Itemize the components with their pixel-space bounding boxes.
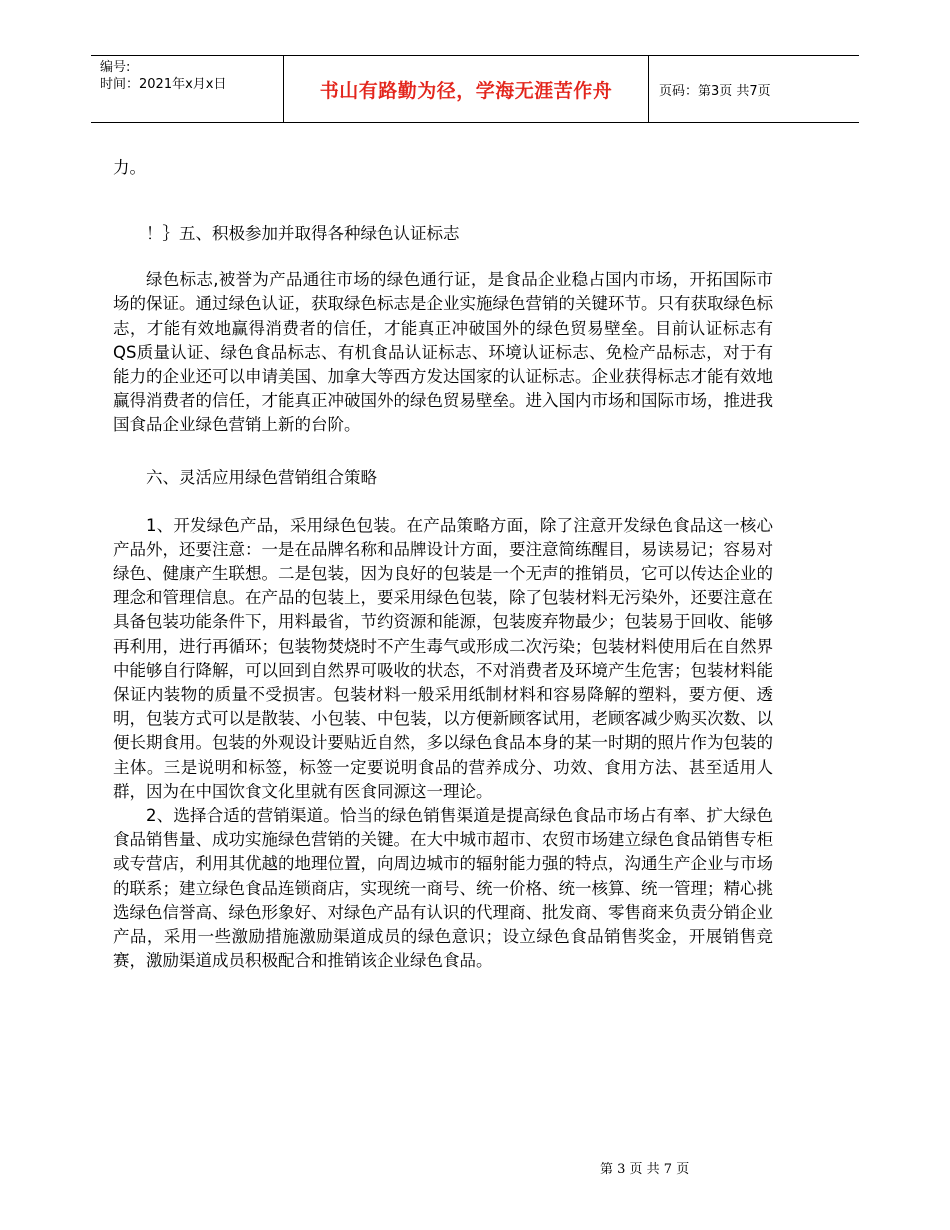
document-time-label: 时间：2021年x月x日 bbox=[100, 77, 227, 92]
section-heading-6: 六、灵活应用绿色营销组合策略 bbox=[146, 467, 377, 487]
page-header bbox=[91, 55, 859, 123]
document-number-label: 编号: bbox=[100, 60, 131, 75]
paragraph-marketing-channel: 2、选择合适的营销渠道。恰当的绿色销售渠道是提高绿色食品市场占有率、扩大绿色食品销售量、成功实施绿色营销的关键。在大中城市超市、农贸市场建立绿色食品销售专柜或专营店，利用其优越的地理位置，向周边城市的辐射能力强的特点，沟通生产企业与市场的联系；建立绿色食品连锁商店，实现统一商号、统一价格、统一核算、统一管理；精心挑选绿色信誉高、绿色形象好、对绿色产品有认识的代理商、批发商、零售商来负责分销企业产品，采用一些激励措施激励渠道成员的绿色意识；设立绿色食品销售奖金，开展销售竞赛，激励渠道成员积极配合和推销该企业绿色食品。 bbox=[113, 806, 773, 971]
section-heading-5: ！｝五、积极参加并取得各种绿色认证标志 bbox=[146, 224, 460, 244]
header-page-info: 页码：第3页 共7页 bbox=[659, 83, 771, 99]
header-meta bbox=[91, 56, 284, 122]
document-body bbox=[113, 156, 773, 973]
page-footer: 第 3 页 共 7 页 bbox=[600, 1162, 690, 1177]
paragraph-green-product-packaging: 1、开发绿色产品，采用绿色包装。在产品策略方面，除了注意开发绿色食品这一核心产品外，还要注意：一是在品牌名称和品牌设计方面，要注意简练醒目，易读易记；容易对绿色、健康产生联想。二是包装，因为良好的包装是一个无声的推销员，它可以传达企业的理念和管理信息。在产品的包装上，要采用绿色包装，除了包装材料无污染外，还要注意在具备包装功能条件下，用料最省，节约资源和能源，包装废弃物最少；包装易于回收、能够再利用，进行再循环；包装物焚烧时不产生毒气或形成二次污染；包装材料使用后在自然界中能够自行降解，可以回到自然界可吸收的状态，不对消费者及环境产生危害；包装材料能保证内装物的质量不受损害。包装材料一般采用纸制材料和容易降解的塑料，要方便、透明，包装方式可以是散装、小包装、中包装，以方便新顾客试用，老顾客减少购买次数、以便长期食用。包装的外观设计要贴近自然，多以绿色食品本身的某一时期的照片作为包装的主体。三是说明和标签，标签一定要说明食品的营养成分、功效、食用方法、甚至适用人群，因为在中国饮食文化里就有医食同源这一理论。 bbox=[113, 515, 773, 801]
header-motto: 书山有路勤为径，学海无涯苦作舟 bbox=[284, 56, 649, 122]
paragraph-green-certification: 绿色标志,被誉为产品通往市场的绿色通行证，是食品企业稳占国内市场，开拓国际市场的保证。通过绿色认证，获取绿色标志是企业实施绿色营销的关键环节。只有获取绿色标志，才能有效地赢得消费者的信任，才能真正冲破国外的绿色贸易壁垒。目前认证标志有QS质量认证、绿色食品标志、有机食品认证标志、环境认证标志、免检产品标志，对于有能力的企业还可以申请美国、加拿大等西方发达国家的认证标志。企业获得标志才能有效地赢得消费者的信任，才能真正冲破国外的绿色贸易壁垒。进入国内市场和国际市场，推进我国食品企业绿色营销上新的台阶。 bbox=[113, 270, 773, 435]
continuation-text: 力。 bbox=[113, 158, 146, 177]
